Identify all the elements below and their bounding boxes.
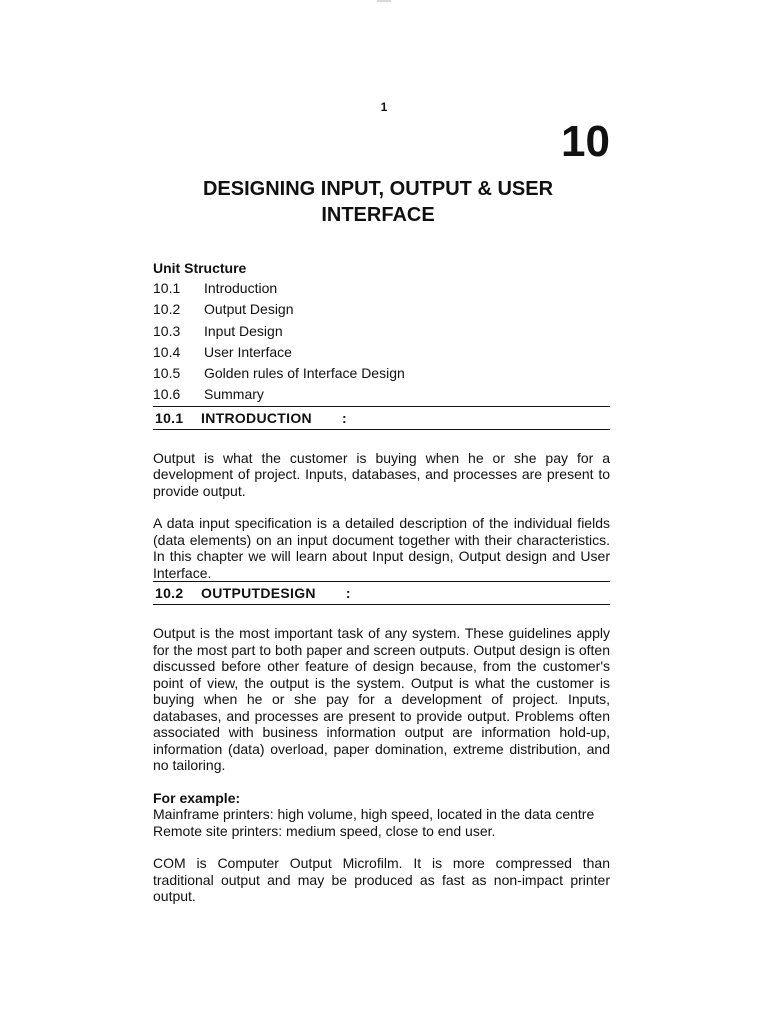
toc-item xyxy=(153,384,610,405)
chapter-title-line-2: INTERFACE xyxy=(321,204,435,226)
section-heading-introduction xyxy=(153,406,610,430)
toc-item-label: Summary xyxy=(204,386,264,403)
section-colon: : xyxy=(345,585,351,602)
toc-item xyxy=(153,363,610,384)
toc-item-label: Output Design xyxy=(204,301,294,318)
section-number: 10.1 xyxy=(155,409,184,426)
toc-item-number: 10.3 xyxy=(153,322,181,339)
toc-item-number: 10.4 xyxy=(153,343,181,360)
unit-structure-list xyxy=(153,278,610,406)
toc-item-label: Introduction xyxy=(204,280,278,296)
section-number: 10.2 xyxy=(155,585,184,602)
toc-item-label: Input Design xyxy=(204,322,283,339)
toc-item-number: 10.6 xyxy=(153,386,181,403)
toc-item-number: 10.5 xyxy=(153,365,181,382)
toc-item-number: 10.1 xyxy=(153,280,181,296)
section-colon: : xyxy=(341,409,347,426)
chapter-title-line-1: DESIGNING INPUT, OUTPUT & USER xyxy=(202,178,554,200)
toc-item xyxy=(153,321,610,342)
example-label: For example: xyxy=(153,789,241,806)
intro-paragraph-1: Output is what the customer is buying when he or she pay for a development of project. Inputs, databases, and processes are present to provide output. xyxy=(153,449,610,499)
unit-structure-heading: Unit Structure xyxy=(153,260,247,276)
page-number: 1 xyxy=(380,100,388,114)
toc-item xyxy=(153,342,610,363)
chapter-title xyxy=(140,176,616,228)
toc-item xyxy=(153,299,610,320)
example-line: Remote site printers: medium speed, close to end user. xyxy=(153,822,496,839)
page-content xyxy=(153,258,610,905)
example-line: Mainframe printers: high volume, high speed, located in the data centre xyxy=(153,806,595,823)
section-title: OUTPUTDESIGN xyxy=(201,585,316,602)
section-heading-output-design xyxy=(153,581,610,605)
toc-item-label: User Interface xyxy=(204,343,292,360)
toc-item-number: 10.2 xyxy=(153,301,181,318)
section-title: INTRODUCTION xyxy=(201,409,312,426)
intro-paragraph-2: A data input specification is a detailed description of the individual fields (data elements) on an input document together with their characteristics. In this chapter we will learn about Input design, Output design and User Interface. xyxy=(153,515,610,581)
output-design-paragraph: Output is the most important task of any system. These guidelines apply for the most part to both paper and screen outputs. Output design is often discussed before other feature of design because, from the customer's point of view, the output is the system. Output is what the customer is buying when he or she pay for a development of project. Inputs, databases, and processes are present to provide output. Problems often associated with business information output are information hold-up, information (data) overload, paper domination, extreme distribution, and no tailoring. xyxy=(153,625,610,774)
toc-item xyxy=(153,278,610,299)
com-paragraph: COM is Computer Output Microfilm. It is more compressed than traditional output and may be produced as fast as non-impact printer output. xyxy=(153,855,610,905)
chapter-number: 10 xyxy=(561,117,610,166)
toc-item-label: Golden rules of Interface Design xyxy=(204,365,405,382)
top-edge-mark xyxy=(377,0,391,2)
